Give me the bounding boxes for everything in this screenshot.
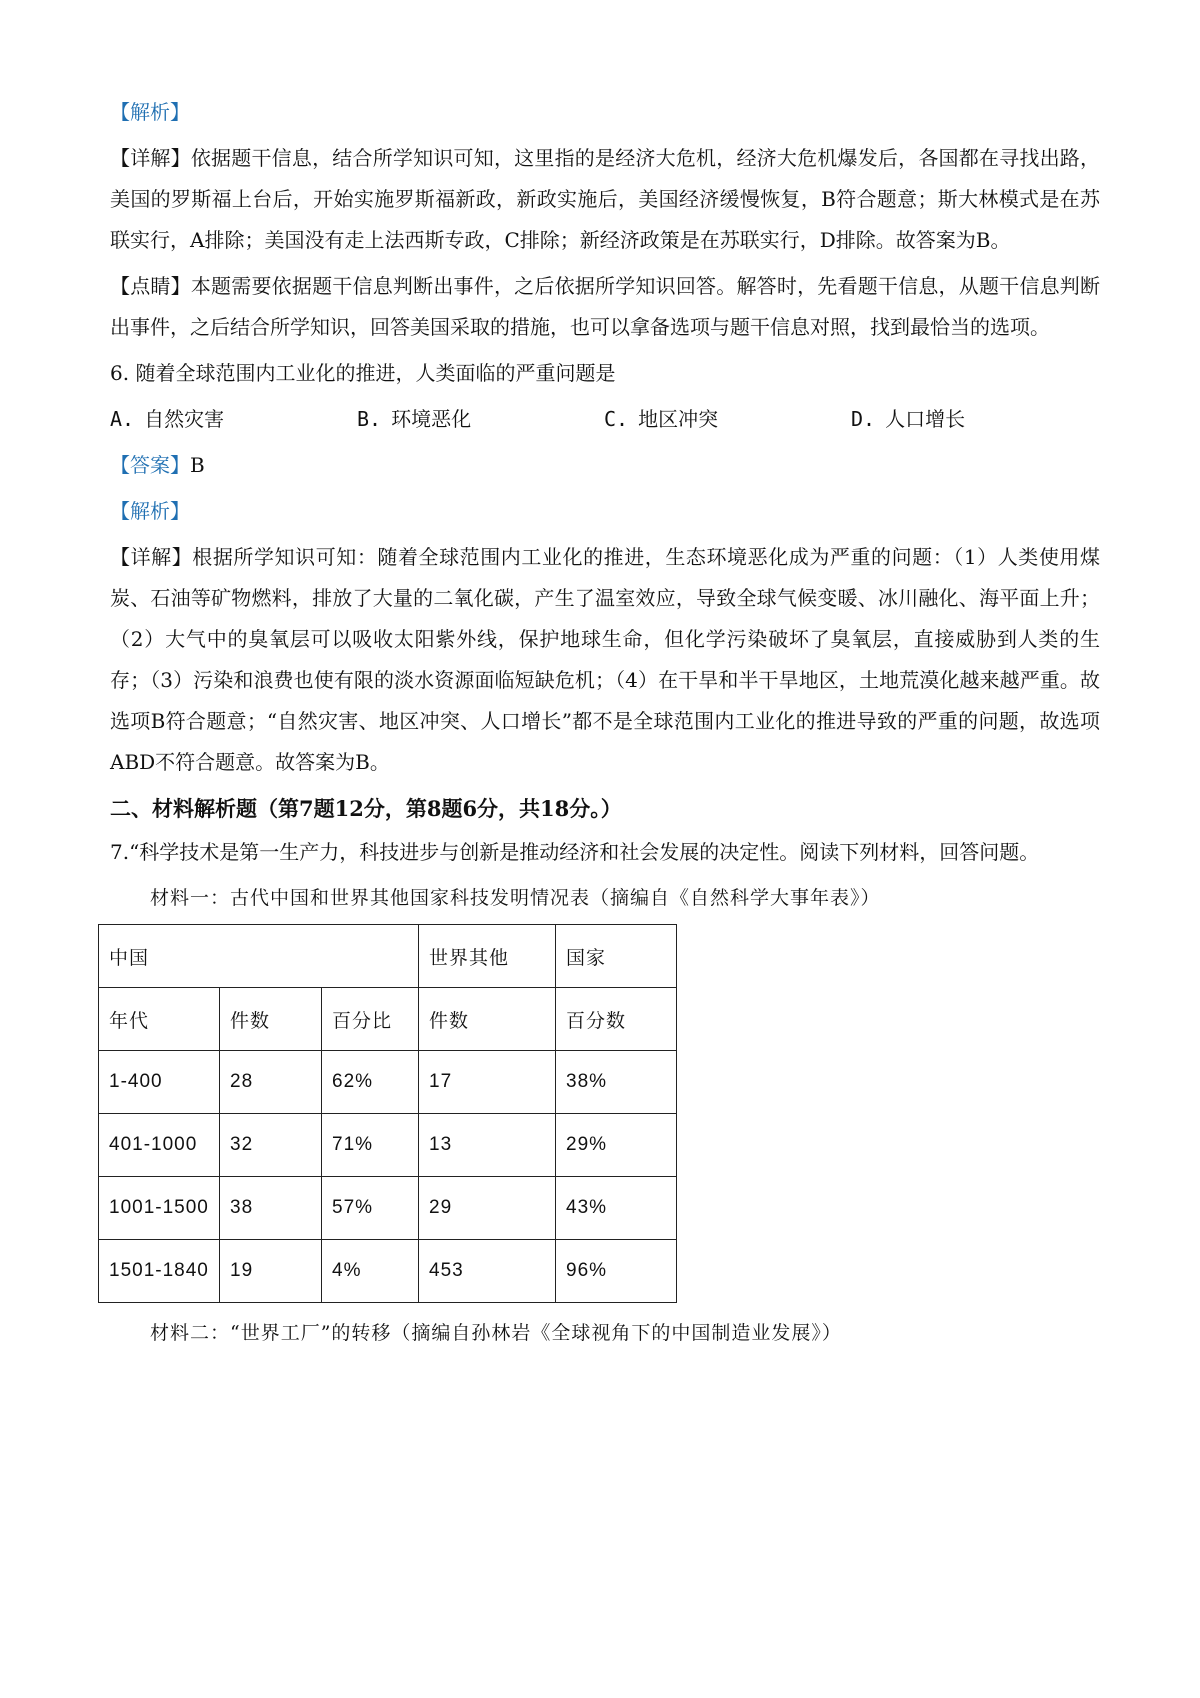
q5-comment — [110, 266, 1100, 348]
q5-comment-text: 本题需要依据题干信息判断出事件，之后依据所学知识回答。解答时，先看题干信息，从题干信息判断出事件，之后结合所学知识，回答美国采取的措施，也可以拿备选项与题干信息对照，找到最恰当的选项。 — [110, 274, 1101, 339]
invention-table — [98, 924, 677, 1303]
q6-option-c: C. 地区冲突 — [604, 407, 719, 431]
q7-material-2-caption: 材料二：“世界工厂”的转移（摘编自孙林岩《全球视角下的中国制造业发展》） — [150, 1322, 842, 1344]
table-row — [99, 1240, 677, 1303]
q6-stem: 6. 随着全球范围内工业化的推进，人类面临的严重问题是 — [110, 361, 616, 385]
table-cell: 29% — [556, 1114, 677, 1177]
table-cell: 32 — [220, 1114, 322, 1177]
table-cell: 96% — [556, 1240, 677, 1303]
table-cell: 19 — [220, 1240, 322, 1303]
table-cell: 28 — [220, 1051, 322, 1114]
table-header-row-2 — [99, 988, 677, 1051]
table-cell: 401-1000 — [99, 1114, 220, 1177]
table-cell: 13 — [419, 1114, 556, 1177]
table-cell: 29 — [419, 1177, 556, 1240]
table-header-row-1 — [99, 925, 677, 988]
q7-stem: 7.“科学技术是第一生产力，科技进步与创新是推动经济和社会发展的决定性。阅读下列材料，回答问题。 — [110, 840, 1040, 864]
table-header-count-cn: 件数 — [220, 988, 322, 1051]
table-header-world-other: 世界其他 — [419, 925, 556, 988]
table-cell: 453 — [419, 1240, 556, 1303]
q6-answer-tag: 【答案】 — [110, 453, 190, 477]
table-header-era: 年代 — [99, 988, 220, 1051]
table-cell: 1501-1840 — [99, 1240, 220, 1303]
q6-options — [110, 399, 1100, 440]
q6-option-d: D. 人口增长 — [851, 407, 966, 431]
table-cell: 1001-1500 — [99, 1177, 220, 1240]
table-row — [99, 1177, 677, 1240]
table-header-china: 中国 — [99, 925, 419, 988]
table-cell: 62% — [322, 1051, 419, 1114]
table-header-percent-cn: 百分比 — [322, 988, 419, 1051]
q6-detail-text: 根据所学知识可知：随着全球范围内工业化的推进，生态环境恶化成为严重的问题：（1）人类使用煤炭、石油等矿物燃料，排放了大量的二氧化碳，产生了温室效应，导致全球气候变暖、冰川融化、海平面上升；（2）大气中的臭氧层可以吸收太阳紫外线，保护地球生命，但化学污染破坏了臭氧层，直接威胁到人类的生存；（3）污染和浪费也使有限的淡水资源面临短缺危机；（4）在干旱和半干旱地区，土地荒漠化越来越严重。故选项B符合题意；“自然灾害、地区冲突、人口增长”都不是全球范围内工业化的推进导致的严重的问题，故选项ABD不符合题意。故答案为B。 — [110, 545, 1100, 774]
q5-detail — [110, 138, 1100, 261]
q6-option-a: A. 自然灾害 — [110, 407, 225, 431]
document-page — [110, 92, 1100, 1359]
q7-material-1-caption: 材料一：古代中国和世界其他国家科技发明情况表（摘编自《自然科学大事年表》） — [150, 887, 881, 909]
q6-analysis-tag: 【解析】 — [110, 499, 190, 523]
q6-option-b: B. 环境恶化 — [357, 407, 472, 431]
table-cell: 43% — [556, 1177, 677, 1240]
table-cell: 38 — [220, 1177, 322, 1240]
q5-detail-text: 依据题干信息，结合所学知识可知，这里指的是经济大危机，经济大危机爆发后，各国都在寻找出路，美国的罗斯福上台后，开始实施罗斯福新政，新政实施后，美国经济缓慢恢复，B符合题意；斯大林模式是在苏联实行，A排除；美国没有走上法西斯专政，C排除；新经济政策是在苏联实行，D排除。故答案为B。 — [110, 146, 1101, 252]
table-cell: 57% — [322, 1177, 419, 1240]
q6-detail-tag: 【详解】 — [110, 545, 193, 569]
table-header-percent-world: 百分数 — [556, 988, 677, 1051]
table-header-count-world: 件数 — [419, 988, 556, 1051]
q6-answer-value: B — [190, 453, 205, 477]
table-row — [99, 1051, 677, 1114]
q5-comment-tag: 【点睛】 — [110, 274, 191, 298]
table-cell: 38% — [556, 1051, 677, 1114]
table-header-countries: 国家 — [556, 925, 677, 988]
q6-answer — [110, 445, 1100, 486]
table-cell: 71% — [322, 1114, 419, 1177]
q5-detail-tag: 【详解】 — [110, 146, 191, 170]
section-2-title: 二、材料解析题（第7题12分，第8题6分，共18分。） — [110, 796, 622, 821]
q5-analysis-tag: 【解析】 — [110, 100, 190, 124]
table-row — [99, 1114, 677, 1177]
table-cell: 4% — [322, 1240, 419, 1303]
table-cell: 17 — [419, 1051, 556, 1114]
table-cell: 1-400 — [99, 1051, 220, 1114]
q6-detail — [110, 537, 1100, 783]
